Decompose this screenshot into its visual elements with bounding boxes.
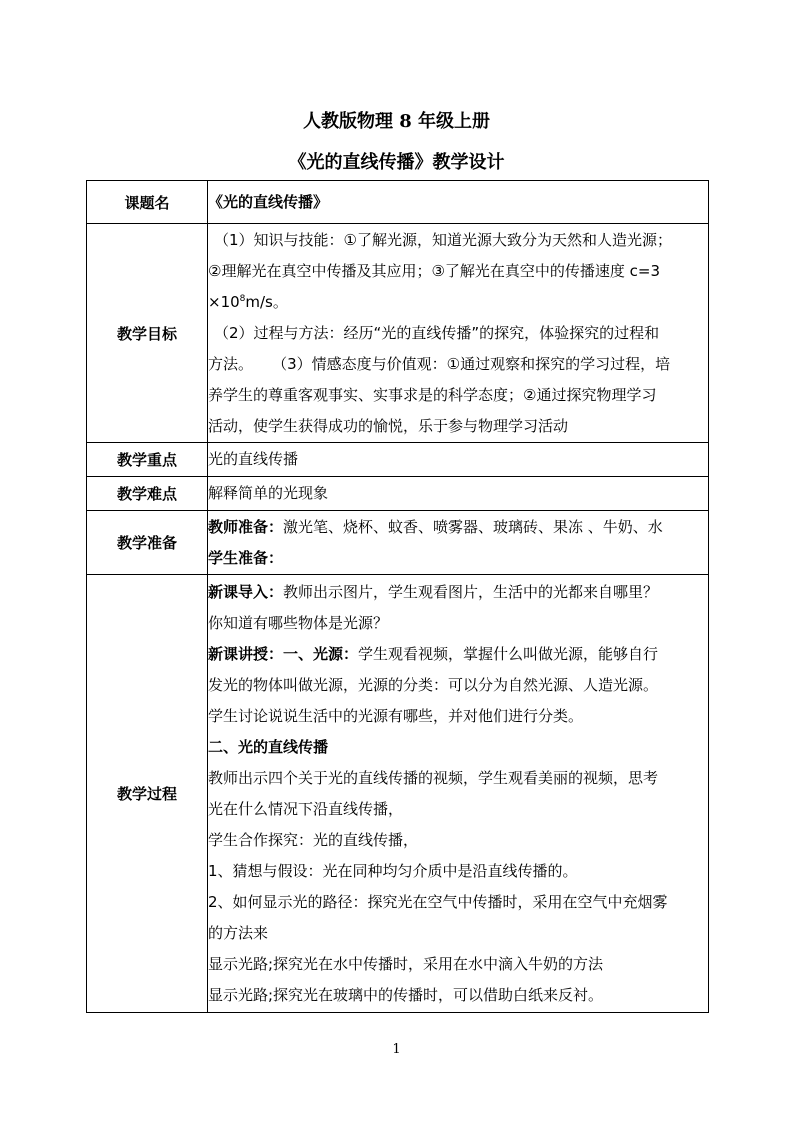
preparation-value (208, 511, 709, 575)
goals-value (208, 224, 709, 443)
process-line: 教师出示四个关于光的直线传播的视频，学生观看美丽的视频，思考 (208, 768, 659, 787)
process-line: 学生讨论说说生活中的光源有哪些，并对他们进行分类。 (208, 706, 584, 725)
process-line (208, 639, 708, 670)
preparation-label: 教学准备 (87, 511, 208, 575)
goals-line: ②理解光在真空中传播及其应用；③了解光在真空中的传播速度 c=3 (208, 261, 661, 280)
lecture-label: 新课讲授：一、光源： (208, 644, 359, 663)
process-line: 的方法来 (208, 923, 269, 942)
process-line: 显示光路;探究光在玻璃中的传播时，可以借助白纸来反衬。 (208, 985, 604, 1004)
goals-line: （2）过程与方法：经历“光的直线传播”的探究，体验探究的过程和 (214, 323, 660, 342)
row-goals (87, 224, 709, 443)
topic-label: 课题名 (87, 181, 208, 224)
row-process (87, 575, 709, 1013)
lesson-plan-table (86, 180, 709, 1013)
process-line: 学生合作探究：光的直线传播， (208, 830, 419, 849)
document-subtitle: 《光的直线传播》教学设计 (288, 152, 505, 173)
section-heading: 二、光的直线传播 (208, 737, 329, 756)
row-preparation (87, 511, 709, 575)
process-line: 1、猜想与假设：光在同种均匀介质中是沿直线传播的。 (208, 861, 578, 880)
difficulty-value: 解释简单的光现象 (208, 477, 709, 511)
page-number: 1 (392, 1042, 401, 1057)
row-difficulty (87, 477, 709, 511)
goals-line (208, 287, 708, 318)
lecture-text: 学生观看视频，掌握什么叫做光源，能够自行 (358, 644, 659, 663)
row-topic (87, 181, 709, 224)
speed-base: ×10 (208, 292, 240, 311)
teacher-prep-items: 激光笔、烧杯、蚊香、喷雾器、玻璃砖、果冻 、牛奶、水 (283, 517, 663, 536)
student-prep-label: 学生准备： (208, 548, 284, 567)
process-line (208, 577, 708, 608)
teacher-prep (208, 512, 708, 543)
key-point-label: 教学重点 (87, 443, 208, 477)
teacher-prep-label: 教师准备： (208, 517, 284, 536)
speed-exponent: 8 (239, 293, 246, 304)
goals-line: 方法。 （3）情感态度与价值观：①通过观察和探究的学习过程，培 (208, 354, 671, 373)
process-line: 光在什么情况下沿直线传播， (208, 799, 404, 818)
process-line: 你知道有哪些物体是光源？ (208, 613, 389, 632)
document-title: 人教版物理 8 年级上册 (302, 111, 491, 132)
process-label: 教学过程 (87, 575, 208, 1013)
key-point-value: 光的直线传播 (208, 443, 709, 477)
topic-value: 《光的直线传播》 (208, 181, 709, 224)
process-line: 2、如何显示光的路径：探究光在空气中传播时，采用在空气中充烟雾 (208, 892, 668, 911)
goals-line: 活动，使学生获得成功的愉悦，乐于参与物理学习活动 (208, 416, 569, 435)
intro-text: 教师出示图片，学生观看图片，生活中的光都来自哪里？ (283, 582, 659, 601)
process-line: 发光的物体叫做光源，光源的分类：可以分为自然光源、人造光源。 (208, 675, 659, 694)
process-value (208, 575, 709, 1013)
speed-unit: m/s。 (245, 292, 288, 311)
goals-line: （1）知识与技能：①了解光源，知道光源大致分为天然和人造光源； (214, 230, 672, 249)
process-line: 显示光路;探究光在水中传播时，采用在水中滴入牛奶的方法 (208, 954, 604, 973)
row-key-point (87, 443, 709, 477)
intro-label: 新课导入： (208, 582, 284, 601)
goals-label: 教学目标 (87, 224, 208, 443)
difficulty-label: 教学难点 (87, 477, 208, 511)
goals-line: 养学生的尊重客观事实、实事求是的科学态度；②通过探究物理学习 (208, 385, 657, 404)
